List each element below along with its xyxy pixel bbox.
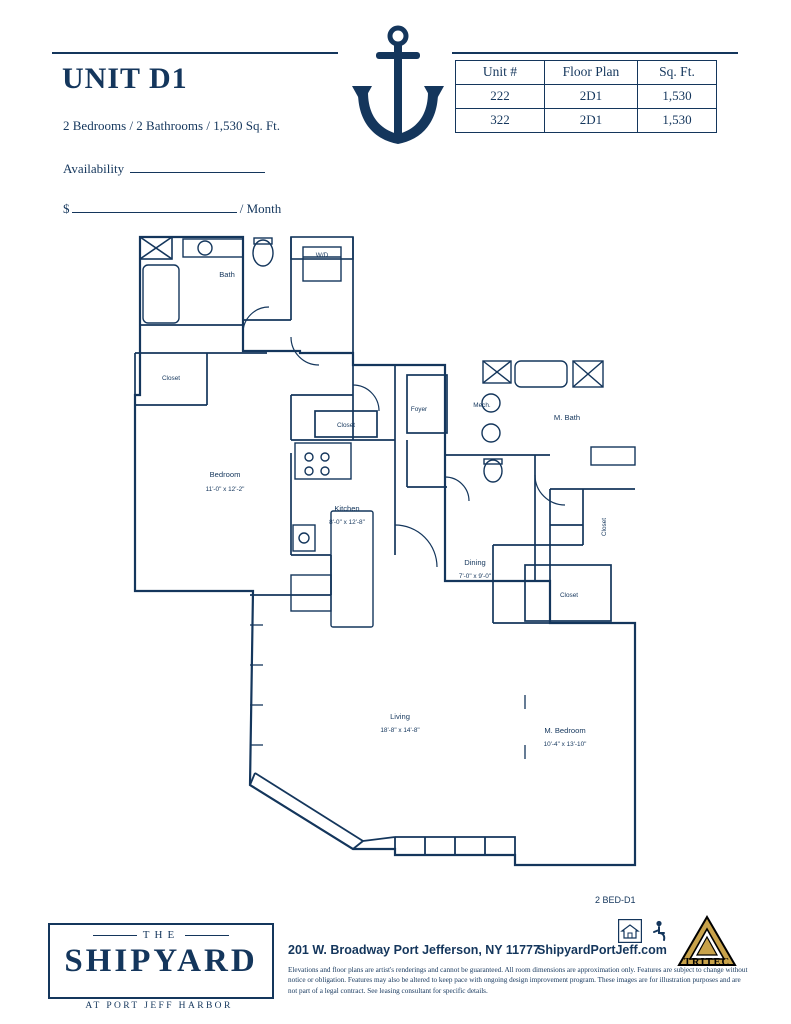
table-row: [456, 109, 717, 133]
room-label-bath: Bath: [219, 270, 235, 279]
room-label-living: Living: [390, 712, 410, 721]
floorplan-drawing: [95, 225, 695, 885]
room-label-bedroom: Bedroom: [209, 470, 241, 479]
availability-label: Availability: [63, 161, 125, 176]
availability-blank-line: [130, 160, 265, 173]
price-suffix: / Month: [239, 201, 282, 216]
tritec-label: TRITEC: [683, 957, 731, 968]
price-prefix: $: [63, 201, 70, 216]
room-label-master-bedroom: M. Bedroom: [544, 726, 586, 735]
room-label-closet-3: Closet: [601, 517, 608, 537]
cell-unit: 222: [456, 85, 545, 109]
availability-row: [63, 160, 265, 177]
room-label-dining: Dining: [464, 558, 486, 567]
equal-housing-opportunity-icon: [618, 919, 642, 943]
table-col-unit: Unit #: [456, 61, 545, 85]
table-col-sqft: Sq. Ft.: [638, 61, 717, 85]
cell-sqft: 1,530: [638, 109, 717, 133]
price-blank-line: [72, 200, 237, 213]
footer-website[interactable]: ShipyardPortJeff.com: [537, 943, 667, 957]
accessibility-icon: [648, 919, 670, 943]
cell-floorplan: 2D1: [545, 109, 638, 133]
footer-address: 201 W. Broadway Port Jefferson, NY 11777: [288, 943, 540, 957]
logo-tagline: AT PORT JEFF HARBOR: [85, 1001, 233, 1011]
shipyard-logo: [48, 923, 274, 999]
room-label-foyer: Foyer: [410, 406, 428, 413]
plan-code: 2 BED-D1: [595, 895, 636, 905]
logo-the-text: THE: [50, 929, 272, 941]
table-row: [456, 85, 717, 109]
room-dims-dining: 7'-0" x 9'-0": [458, 573, 492, 580]
room-label-wd: W/D: [315, 252, 329, 259]
room-label-closet-4: Closet: [559, 592, 579, 599]
room-label-kitchen: Kitchen: [334, 504, 360, 513]
room-label-master-bath: M. Bath: [553, 413, 581, 422]
room-dims-bedroom: 11'-0" x 12'-2": [205, 486, 245, 493]
price-row: [63, 200, 281, 217]
document-footer: [0, 895, 791, 1024]
cell-floorplan: 2D1: [545, 85, 638, 109]
room-dims-master-bedroom: 10'-4" x 13'-10": [543, 741, 587, 748]
cell-sqft: 1,530: [638, 85, 717, 109]
room-label-mech: Mech.: [473, 402, 491, 409]
anchor-icon: [348, 22, 448, 152]
unit-table: [455, 60, 717, 133]
document-header: [0, 0, 791, 230]
unit-subtitle: 2 Bedrooms / 2 Bathrooms / 1,530 Sq. Ft.: [63, 118, 281, 133]
page-title: UNIT D1: [62, 62, 188, 95]
logo-main-text: SHIPYARD: [64, 943, 258, 979]
table-header-row: [456, 61, 717, 85]
room-label-closet-1: Closet: [161, 375, 181, 382]
room-dims-kitchen: 8'-0" x 12'-8": [329, 519, 365, 526]
table-col-floorplan: Floor Plan: [545, 61, 638, 85]
room-dims-living: 18'-8" x 14'-8": [380, 727, 420, 734]
header-rule-left: [52, 52, 338, 54]
cell-unit: 322: [456, 109, 545, 133]
room-label-closet-2: Closet: [336, 422, 356, 429]
footer-disclaimer: Elevations and floor plans are artist's renderings and cannot be guaranteed. All room dimensions are approximation only. Features are subject to change without notice or obligation. Features may also be altered to keep pace with ongoing design improvement program. These images are for illustration purposes and are not part of a legal contract. See leasing consultant for specific details.: [288, 966, 748, 995]
header-rule-right: [452, 52, 738, 54]
